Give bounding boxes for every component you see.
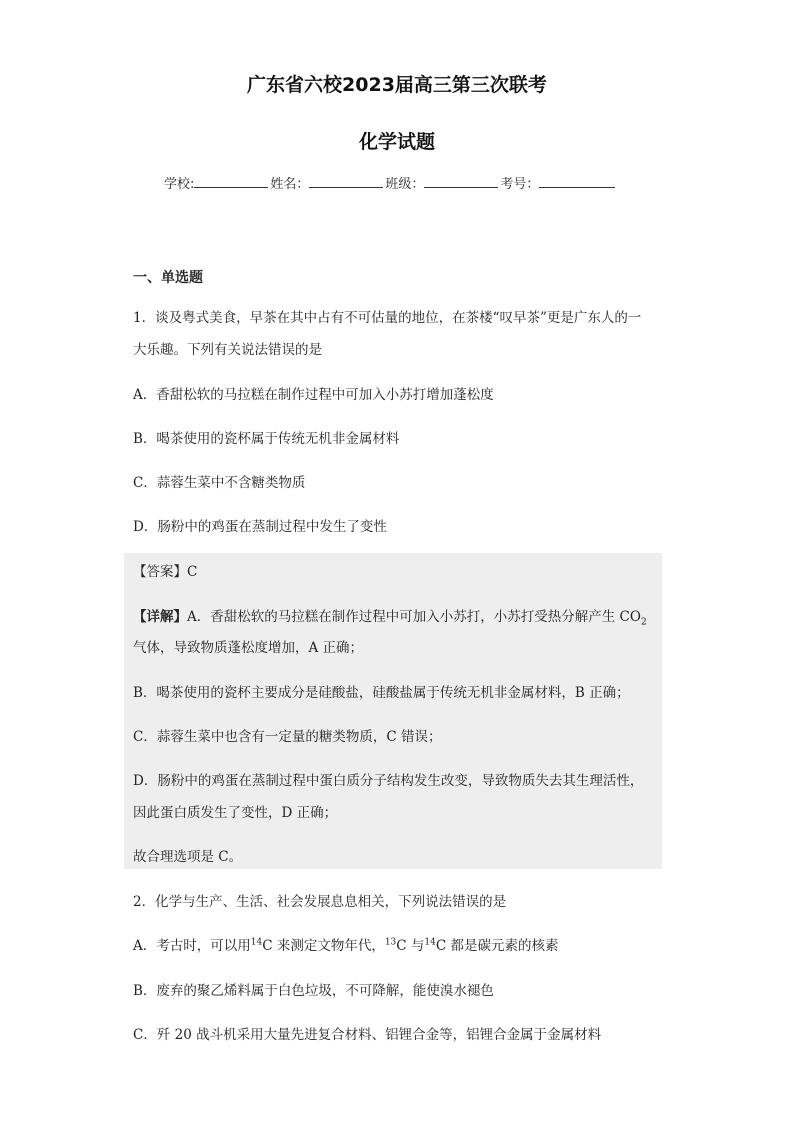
q2-a-sup3: 14 [424,937,436,948]
q2-a-sup1: 14 [250,937,263,948]
section-heading: 一、单选题 [133,270,203,286]
answer-box [124,553,662,869]
q1-stem-line2: 大乐趣。下列有关说法错误的是 [133,342,322,358]
q2-option-c: C．歼 20 战斗机采用大量先进复合材料、铝锂合金等，铝锂合金属于金属材料 [133,1027,602,1043]
q1-conclusion: 故合理选项是 C。 [133,849,243,865]
q1-option-a: A．香甜松软的马拉糕在制作过程中可加入小苏打增加蓬松度 [133,387,494,403]
q2-a-text4: C 都是碳元素的核素 [435,938,559,954]
q1-explain-d1: D．肠粉中的鸡蛋在蒸制过程中蛋白质分子结构发生改变，导致物质失去其生理活性， [133,773,644,789]
exam-title: 广东省六校2023届高三第三次联考 [247,74,547,96]
explain-a-text: A．香甜松软的马拉糕在制作过程中可加入小苏打，小苏打受热分解产生 CO [187,609,641,625]
name-blank [309,175,383,188]
q1-explain-a1 [133,605,647,628]
name-label: 姓名： [270,177,310,192]
q1-option-c: C．蒜蓉生菜中不含糖类物质 [133,475,306,491]
q2-option-a [133,934,558,954]
q1-option-d: D．肠粉中的鸡蛋在蒸制过程中发生了变性 [133,519,387,535]
student-info-line [164,173,617,192]
q1-explain-d2: 因此蛋白质发生了变性，D 正确； [133,805,338,821]
school-label: 学校: [164,177,195,192]
class-blank [424,175,498,188]
q1-answer: 【答案】C [133,564,198,580]
q1-stem-line1: 1．谈及粤式美食，早茶在其中占有不可估量的地位，在茶楼“叹早茶”更是广东人的一 [133,310,642,326]
q2-a-text2: C 来测定文物年代， [262,938,385,954]
exam-subject: 化学试题 [358,131,435,153]
school-blank [194,175,268,188]
q1-option-b: B．喝茶使用的瓷杯属于传统无机非金属材料 [133,431,400,447]
exam-number-blank [539,175,615,188]
q1-explain-c: C．蒜蓉生菜中也含有一定量的糖类物质，C 错误； [133,729,442,745]
co2-subscript: 2 [640,617,647,628]
q2-a-sup2: 13 [384,937,397,948]
q2-option-b: B．废弃的聚乙烯料属于白色垃圾，不可降解，能使溴水褪色 [133,983,494,999]
q2-a-text3: C 与 [396,938,425,954]
q2-a-text1: A．考古时，可以用 [133,938,251,954]
q1-explain-a2: 气体，导致物质蓬松度增加，A 正确； [133,640,364,656]
q1-explain-b: B．喝茶使用的瓷杯主要成分是硅酸盐，硅酸盐属于传统无机非金属材料，B 正确； [133,685,630,701]
explain-label: 【详解】 [133,609,187,625]
exam-number-label: 考号： [500,177,540,192]
class-label: 班级： [385,177,425,192]
q2-stem: 2．化学与生产、生活、社会发展息息相关，下列说法错误的是 [133,894,507,910]
